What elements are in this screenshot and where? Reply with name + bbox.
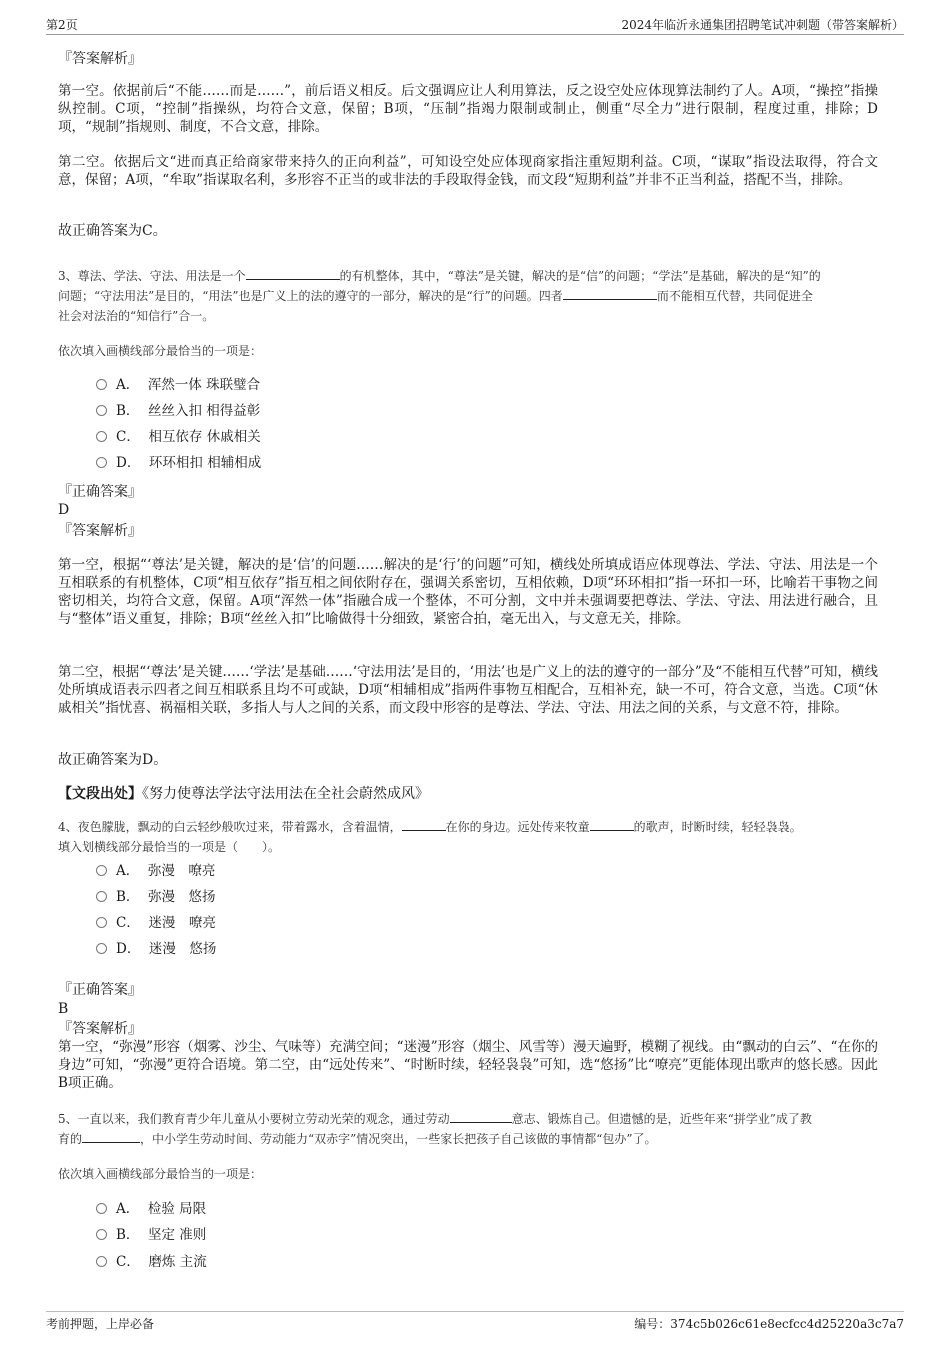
q3-prompt: 依次填入画横线部分最恰当的一项是： [58, 344, 263, 358]
page-header [46, 14, 904, 35]
q4-correct-label: 『正确答案』 [58, 982, 142, 998]
q5-prompt: 依次填入画横线部分最恰当的一项是： [58, 1167, 263, 1181]
q3-source-label: 【文段出处】 [58, 786, 142, 802]
q3-option-b[interactable]: B． 丝丝入扣 相得益彰 [96, 402, 260, 420]
radio-icon[interactable] [96, 431, 107, 442]
q5-option-b[interactable]: B． 坚定 准则 [96, 1226, 206, 1244]
q3-option-d[interactable]: D． 环环相扣 相辅相成 [96, 454, 261, 472]
radio-icon[interactable] [96, 1229, 107, 1240]
q3-blank-1 [246, 266, 340, 280]
q4-correct-answer: B [58, 1001, 69, 1017]
document-title: 2024年临沂永通集团招聘笔试冲刺题（带答案解析） [621, 18, 904, 32]
page-footer [46, 1311, 904, 1331]
q3-blank-2 [563, 286, 657, 300]
page-number: 第2页 [46, 18, 78, 32]
radio-icon[interactable] [96, 405, 107, 416]
q3-source [58, 785, 429, 803]
q4-option-d[interactable]: D． 迷漫 悠扬 [96, 940, 216, 958]
q3-conclusion: 故正确答案为D。 [58, 752, 168, 768]
footer-slogan: 考前押题，上岸必备 [46, 1317, 155, 1331]
q3-analysis-label: 『答案解析』 [58, 523, 142, 539]
q5-stem: 5、一直以来，我们教育青少年儿童从小要树立劳动光荣的观念，通过劳动 意志、锻炼自己。但遗憾的是，近些年来“拼学业”成了教 育的 ，中小学生劳动时间、劳动能力“双赤字”情况突出，一些家长把孩子自己该做的事情都“包办”了。 [58, 1109, 898, 1149]
radio-icon[interactable] [96, 1203, 107, 1214]
radio-icon[interactable] [96, 865, 107, 876]
radio-icon[interactable] [96, 943, 107, 954]
q3-correct-label: 『正确答案』 [58, 484, 142, 500]
q5-option-a[interactable]: A． 检验 局限 [96, 1200, 206, 1218]
q3-analysis-para1: 第一空，根据“‘尊法’是关键，解决的是‘信’的问题……解决的是‘行’的问题”可知，横线处所填成语应体现尊法、学法、守法、用法是一个互相联系的有机整体，C项“相互依存”指互相之间依附存在，强调关系密切，互相依赖，D项“环环相扣”指一环扣一环，比喻若干事物之间密切相关，均符合文意，保留。A项“浑然一体”指融合成一个整体，不可分割，文中并未强调要把尊法、学法、守法、用法进行融合，且与“整体”语义重复，排除；B项“丝丝入扣”比喻做得十分细致，紧密合拍，毫无出入，与文意无关，排除。 [58, 557, 878, 627]
q3-analysis-para2: 第二空，根据“‘尊法’是关键……‘学法’是基础……‘守法用法’是目的，‘用法’也是广义上的法的遵守的一部分”及“不能相互代替”可知，横线处所填成语表示四者之间互相联系且均不可或缺，D项“相辅相成”指两件事物互相配合，互相补充，缺一不可，符合文意，当选。C项“休戚相关”指忧喜、祸福相关联，多指人与人之间的关系，而文段中形容的是尊法、学法、守法、用法之间的关系，与文意不符，排除。 [58, 664, 878, 716]
q3-option-c[interactable]: C． 相互依存 休戚相关 [96, 428, 261, 446]
radio-icon[interactable] [96, 1256, 107, 1267]
footer-serial: 编号：374c5b026c61e8ecfcc4d25220a3c7a7 [634, 1317, 904, 1331]
q2-analysis-para2: 第二空。依据后文“进而真正给商家带来持久的正向利益”，可知设空处应体现商家指注重短期利益。C项，“谋取”指设法取得，符合文意，保留；A项，“牟取”指谋取名利，多形容不正当的或非法的手段取得金钱，而文段“短期利益”并非不正当利益，搭配不当，排除。 [58, 154, 878, 188]
q4-option-b[interactable]: B． 弥漫 悠扬 [96, 888, 216, 906]
q4-analysis-label: 『答案解析』 [58, 1021, 142, 1037]
q4-stem: 4、夜色朦胧，飘动的白云轻纱般吹过来，带着露水，含着温情， 在你的身边。远处传来牧童 的歌声，时断时续，轻轻袅袅。 填入划横线部分最恰当的一项是（ ）。 [58, 817, 898, 857]
q3-correct-answer: D [58, 502, 70, 518]
q3-option-a[interactable]: A． 浑然一体 珠联璧合 [96, 376, 260, 394]
q3-stem: 3、尊法、学法、守法、用法是一个 的有机整体，其中，“尊法”是关键，解决的是“信”的问题；“学法”是基础，解决的是“知”的 问题；“守法用法”是目的，“用法”也是广义上的法的遵守的一部分，解决的是“行”的问题。四者 而不能相互代替，共同促进全 社会对法治的“知信行”合一。 [58, 266, 898, 326]
q5-option-c[interactable]: C． 磨炼 主流 [96, 1253, 207, 1271]
radio-icon[interactable] [96, 891, 107, 902]
radio-icon[interactable] [96, 457, 107, 468]
q2-analysis-para1: 第一空。依据前后“不能……而是……”，前后语义相反。后文强调应让人利用算法，反之设空处应体现算法制约了人。A项，“操控”指操纵控制。C项，“控制”指操纵，均符合文意，保留；B项，“压制”指竭力限制或制止，侧重“尽全力”进行限制，程度过重，排除；D项，“规制”指规则、制度，不合文意，排除。 [58, 83, 878, 135]
q3-source-title: 《努力使尊法学法守法用法在全社会蔚然成风》 [142, 786, 429, 802]
radio-icon[interactable] [96, 917, 107, 928]
q2-analysis-label: 『答案解析』 [58, 51, 142, 67]
q5-blank-1 [450, 1109, 512, 1123]
q4-option-c[interactable]: C． 迷漫 嘹亮 [96, 914, 216, 932]
q2-conclusion: 故正确答案为C。 [58, 223, 167, 239]
radio-icon[interactable] [96, 379, 107, 390]
q4-blank-2 [590, 817, 634, 831]
q4-analysis: 第一空，“弥漫”形容（烟雾、沙尘、气味等）充满空间；“迷漫”形容（烟尘、风雪等）漫天遍野，模糊了视线。由“飘动的白云”、“在你的身边”可知，“弥漫”更符合语境。第二空，由“远处传来”、“时断时续，轻轻袅袅”可知，选“悠扬”比“嘹亮”更能体现出歌声的悠长感。因此B项正确。 [58, 1039, 878, 1091]
q4-option-a[interactable]: A． 弥漫 嘹亮 [96, 862, 215, 880]
q5-blank-2 [82, 1129, 140, 1143]
q4-blank-1 [402, 817, 446, 831]
